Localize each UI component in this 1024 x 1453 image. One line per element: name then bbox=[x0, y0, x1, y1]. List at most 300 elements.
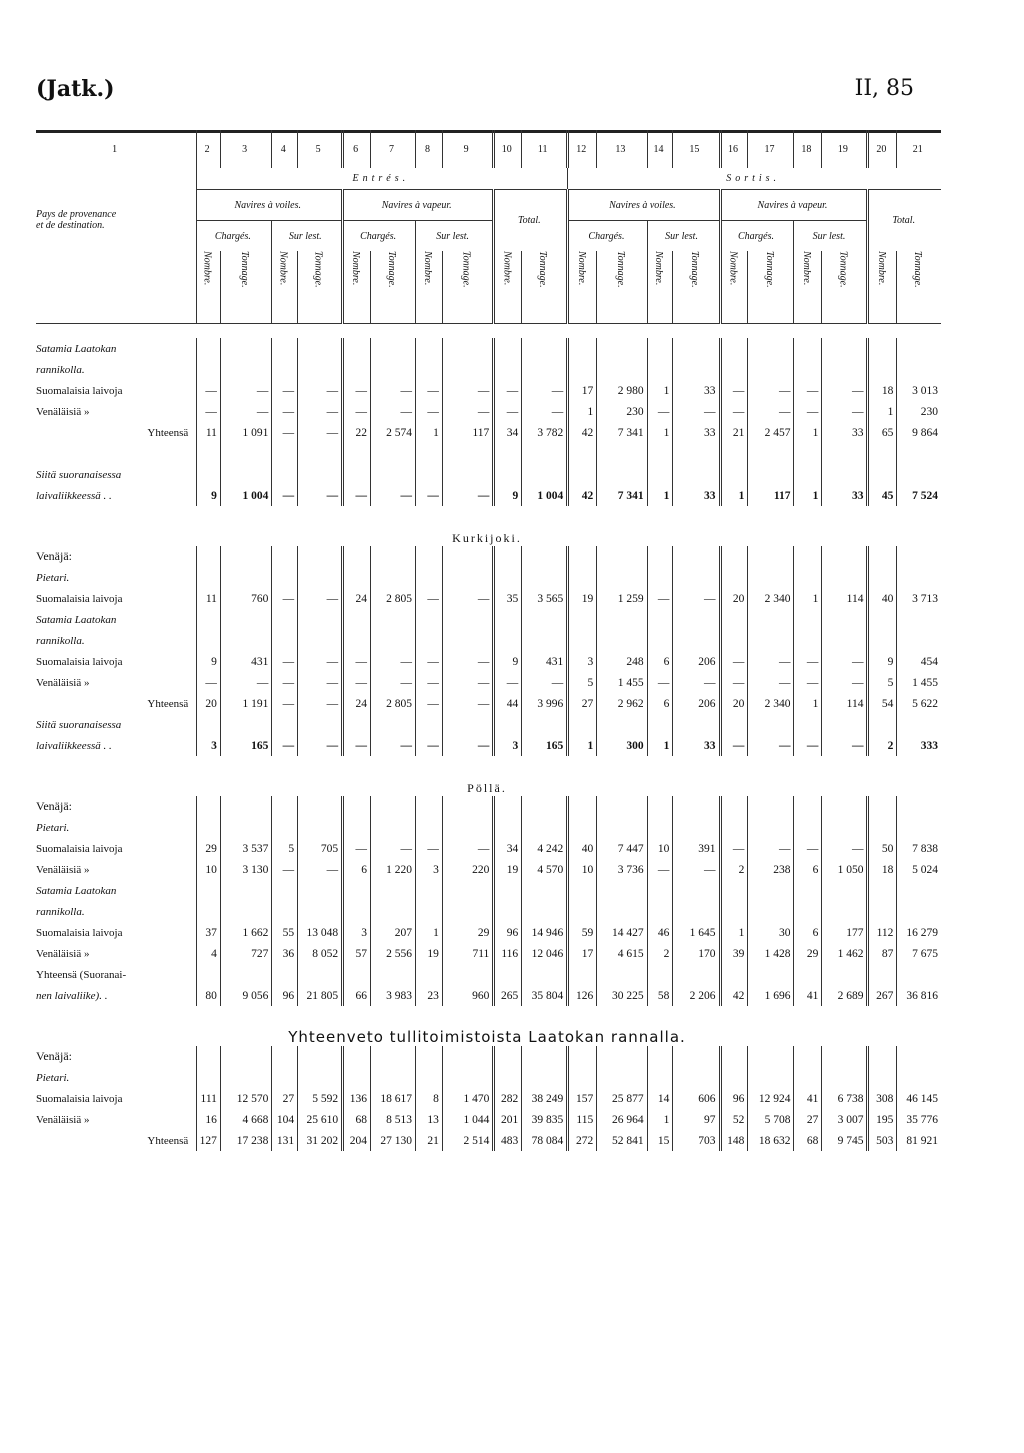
column-number-row bbox=[36, 130, 941, 168]
table-cell bbox=[442, 964, 493, 985]
table-cell bbox=[897, 901, 941, 922]
table-cell: 42 bbox=[568, 422, 597, 443]
table-cell: 126 bbox=[568, 985, 597, 1006]
table-cell: 705 bbox=[298, 838, 343, 859]
direction-row bbox=[36, 168, 941, 190]
table-cell: — bbox=[343, 651, 371, 672]
table-cell: — bbox=[298, 588, 343, 609]
table-cell: 14 bbox=[647, 1088, 673, 1109]
table-cell: 36 bbox=[272, 943, 298, 964]
table-cell bbox=[748, 567, 794, 588]
table-cell: 165 bbox=[220, 735, 271, 756]
table-cell: 431 bbox=[220, 651, 271, 672]
table-cell: 503 bbox=[868, 1130, 897, 1151]
table-cell bbox=[673, 546, 720, 567]
entres-total-heading: Total. bbox=[494, 190, 568, 252]
table-cell bbox=[272, 714, 298, 735]
table-cell bbox=[272, 1067, 298, 1088]
table-cell bbox=[720, 1046, 748, 1067]
table-cell: 2 457 bbox=[748, 422, 794, 443]
table-cell bbox=[897, 464, 941, 485]
table-cell bbox=[794, 817, 822, 838]
table-cell bbox=[371, 817, 416, 838]
table-cell bbox=[272, 1046, 298, 1067]
table-cell: — bbox=[298, 401, 343, 422]
table-cell bbox=[298, 964, 343, 985]
table-cell bbox=[647, 567, 673, 588]
table-cell bbox=[568, 714, 597, 735]
table-cell bbox=[197, 464, 221, 485]
table-cell: 1 696 bbox=[748, 985, 794, 1006]
table-cell bbox=[897, 567, 941, 588]
table-cell: 1 259 bbox=[597, 588, 647, 609]
table-cell bbox=[494, 1067, 522, 1088]
table-cell: 55 bbox=[272, 922, 298, 943]
column-number: 8 bbox=[416, 130, 443, 168]
table-cell bbox=[748, 817, 794, 838]
table-cell: — bbox=[416, 693, 443, 714]
table-cell: — bbox=[794, 380, 822, 401]
table-cell: 41 bbox=[794, 985, 822, 1006]
table-cell: 96 bbox=[720, 1088, 748, 1109]
table-cell: — bbox=[794, 651, 822, 672]
table-cell: — bbox=[673, 401, 720, 422]
section-title-row bbox=[36, 1006, 941, 1046]
nombre-label: Nombre. bbox=[652, 251, 664, 286]
row-label: rannikolla. bbox=[36, 634, 85, 647]
table-cell: — bbox=[647, 588, 673, 609]
sur-lest-heading: Sur lest. bbox=[416, 221, 494, 252]
table-cell: 5 708 bbox=[748, 1109, 794, 1130]
table-cell bbox=[522, 1067, 568, 1088]
table-cell bbox=[298, 901, 343, 922]
table-cell: 4 615 bbox=[597, 943, 647, 964]
table-cell: 3 bbox=[568, 651, 597, 672]
section-title: Kurkijoki. bbox=[452, 531, 522, 545]
table-cell: — bbox=[522, 672, 568, 693]
table-cell: 204 bbox=[343, 1130, 371, 1151]
table-cell bbox=[371, 880, 416, 901]
table-cell: 2 514 bbox=[442, 1130, 493, 1151]
table-cell bbox=[494, 630, 522, 651]
table-cell bbox=[568, 1067, 597, 1088]
table-cell: — bbox=[416, 838, 443, 859]
column-number: 20 bbox=[868, 130, 897, 168]
table-cell bbox=[822, 464, 868, 485]
table-cell bbox=[794, 630, 822, 651]
table-cell bbox=[272, 464, 298, 485]
table-cell bbox=[597, 817, 647, 838]
table-cell: — bbox=[197, 380, 221, 401]
table-cell bbox=[720, 880, 748, 901]
table-cell: 19 bbox=[568, 588, 597, 609]
table-cell: 170 bbox=[673, 943, 720, 964]
table-cell bbox=[748, 1067, 794, 1088]
table-cell bbox=[494, 714, 522, 735]
table-cell bbox=[794, 338, 822, 359]
table-cell bbox=[197, 880, 221, 901]
table-cell: 7 447 bbox=[597, 838, 647, 859]
table-cell bbox=[568, 630, 597, 651]
table-cell: — bbox=[720, 838, 748, 859]
entres-sail-heading: Navires à voiles. bbox=[197, 190, 343, 221]
table-cell: 33 bbox=[673, 485, 720, 506]
table-cell bbox=[272, 338, 298, 359]
table-cell: 1 462 bbox=[822, 943, 868, 964]
table-cell bbox=[197, 796, 221, 817]
table-cell bbox=[868, 796, 897, 817]
section-title: Pöllä. bbox=[467, 781, 507, 795]
row-label: Pietari. bbox=[36, 571, 70, 584]
table-cell bbox=[197, 609, 221, 630]
table-cell: 34 bbox=[494, 838, 522, 859]
table-cell bbox=[220, 464, 271, 485]
table-cell bbox=[822, 964, 868, 985]
table-cell: — bbox=[822, 735, 868, 756]
table-cell: 195 bbox=[868, 1109, 897, 1130]
table-cell bbox=[272, 359, 298, 380]
table-cell bbox=[416, 796, 443, 817]
table-cell bbox=[647, 546, 673, 567]
table-cell: 6 bbox=[647, 651, 673, 672]
table-cell bbox=[673, 464, 720, 485]
row-label: Suomalaisia laivoja bbox=[36, 842, 123, 855]
table-cell bbox=[647, 1067, 673, 1088]
table-cell: — bbox=[298, 651, 343, 672]
table-cell: 9 864 bbox=[897, 422, 941, 443]
table-cell: — bbox=[343, 485, 371, 506]
table-cell bbox=[897, 796, 941, 817]
section-title: Yhteenveto tullitoimistoista Laatokan rannalla. bbox=[288, 1028, 686, 1046]
table-cell: 57 bbox=[343, 943, 371, 964]
table-cell bbox=[371, 1067, 416, 1088]
table-cell bbox=[494, 901, 522, 922]
table-cell: 37 bbox=[197, 922, 221, 943]
table-cell: — bbox=[272, 651, 298, 672]
table-cell: 3 782 bbox=[522, 422, 568, 443]
nombre-heading bbox=[868, 251, 897, 324]
table-cell: 36 816 bbox=[897, 985, 941, 1006]
table-cell bbox=[720, 1067, 748, 1088]
table-row bbox=[36, 880, 941, 901]
table-cell bbox=[371, 964, 416, 985]
table-cell: 220 bbox=[442, 859, 493, 880]
table-cell bbox=[720, 630, 748, 651]
nombre-label: Nombre. bbox=[201, 251, 213, 286]
table-cell: 7 524 bbox=[897, 485, 941, 506]
table-cell: 703 bbox=[673, 1130, 720, 1151]
nombre-heading bbox=[416, 251, 443, 324]
table-cell bbox=[442, 609, 493, 630]
table-cell: 10 bbox=[197, 859, 221, 880]
table-cell bbox=[197, 567, 221, 588]
table-cell bbox=[673, 630, 720, 651]
table-cell bbox=[868, 1067, 897, 1088]
table-cell: — bbox=[494, 380, 522, 401]
table-cell bbox=[597, 464, 647, 485]
table-cell: — bbox=[298, 485, 343, 506]
table-cell: 230 bbox=[897, 401, 941, 422]
table-cell: 52 841 bbox=[597, 1130, 647, 1151]
table-cell bbox=[748, 901, 794, 922]
table-cell: — bbox=[272, 422, 298, 443]
table-cell bbox=[720, 464, 748, 485]
spacer bbox=[36, 168, 197, 190]
table-cell: 21 bbox=[720, 422, 748, 443]
table-cell: 117 bbox=[748, 485, 794, 506]
table-cell bbox=[868, 714, 897, 735]
table-cell bbox=[197, 359, 221, 380]
table-cell bbox=[522, 964, 568, 985]
table-row bbox=[36, 359, 941, 380]
row-label: Yhteensä (Suoranai- bbox=[36, 968, 127, 981]
table-cell bbox=[822, 1067, 868, 1088]
table-cell bbox=[371, 714, 416, 735]
table-cell: — bbox=[298, 859, 343, 880]
table-cell: — bbox=[794, 735, 822, 756]
table-cell bbox=[442, 1046, 493, 1067]
table-cell bbox=[494, 609, 522, 630]
table-cell: 2 340 bbox=[748, 693, 794, 714]
table-cell bbox=[868, 546, 897, 567]
table-cell: 27 bbox=[794, 1109, 822, 1130]
table-cell bbox=[371, 901, 416, 922]
table-row bbox=[36, 380, 941, 401]
table-cell: 727 bbox=[220, 943, 271, 964]
table-cell bbox=[673, 964, 720, 985]
table-cell bbox=[220, 609, 271, 630]
table-cell bbox=[494, 338, 522, 359]
table-cell bbox=[272, 901, 298, 922]
table-cell bbox=[522, 359, 568, 380]
table-cell bbox=[897, 817, 941, 838]
table-cell bbox=[720, 338, 748, 359]
table-cell bbox=[748, 443, 794, 464]
table-cell: 3 983 bbox=[371, 985, 416, 1006]
table-cell: — bbox=[416, 588, 443, 609]
table-cell bbox=[720, 443, 748, 464]
table-cell: 1 bbox=[647, 1109, 673, 1130]
table-cell bbox=[673, 817, 720, 838]
table-cell bbox=[220, 1046, 271, 1067]
table-cell: 206 bbox=[673, 693, 720, 714]
nombre-heading bbox=[272, 251, 298, 324]
table-cell bbox=[897, 1046, 941, 1067]
table-cell: 16 bbox=[197, 1109, 221, 1130]
table-cell bbox=[220, 1067, 271, 1088]
table-cell: 31 202 bbox=[298, 1130, 343, 1151]
table-cell bbox=[822, 338, 868, 359]
table-cell bbox=[442, 901, 493, 922]
table-cell: 20 bbox=[197, 693, 221, 714]
row-label bbox=[36, 443, 197, 464]
table-cell: 25 877 bbox=[597, 1088, 647, 1109]
table-cell: 30 225 bbox=[597, 985, 647, 1006]
table-cell bbox=[442, 796, 493, 817]
column-number: 18 bbox=[794, 130, 822, 168]
table-row bbox=[36, 630, 941, 651]
origin-label-line1: Pays de provenance bbox=[36, 209, 117, 221]
row-label: Siitä suoranaisessa bbox=[36, 468, 122, 481]
table-cell bbox=[673, 1046, 720, 1067]
table-cell: — bbox=[220, 380, 271, 401]
sur-lest-heading: Sur lest. bbox=[794, 221, 868, 252]
table-cell bbox=[522, 464, 568, 485]
table-cell: — bbox=[416, 401, 443, 422]
table-cell: 1 bbox=[647, 380, 673, 401]
table-cell bbox=[197, 338, 221, 359]
nombre-heading bbox=[568, 251, 597, 324]
column-number: 5 bbox=[298, 130, 343, 168]
table-cell: 87 bbox=[868, 943, 897, 964]
table-cell: — bbox=[748, 735, 794, 756]
table-cell: 112 bbox=[868, 922, 897, 943]
table-cell: 454 bbox=[897, 651, 941, 672]
table-cell bbox=[298, 464, 343, 485]
table-cell: 2 805 bbox=[371, 588, 416, 609]
table-cell: 7 675 bbox=[897, 943, 941, 964]
nombre-label: Nombre. bbox=[575, 251, 587, 286]
table-cell: 7 341 bbox=[597, 485, 647, 506]
table-cell: 17 bbox=[568, 943, 597, 964]
table-cell: 13 048 bbox=[298, 922, 343, 943]
table-cell bbox=[220, 880, 271, 901]
table-cell: 27 bbox=[568, 693, 597, 714]
tonnage-heading bbox=[371, 251, 416, 324]
table-cell: — bbox=[272, 859, 298, 880]
table-cell: 2 340 bbox=[748, 588, 794, 609]
table-cell: 1 bbox=[794, 588, 822, 609]
sortis-total-heading: Total. bbox=[868, 190, 941, 252]
table-cell bbox=[868, 338, 897, 359]
table-cell: 207 bbox=[371, 922, 416, 943]
table-cell: 3 bbox=[343, 922, 371, 943]
nombre-heading bbox=[720, 251, 748, 324]
table-cell bbox=[272, 964, 298, 985]
table-cell bbox=[647, 443, 673, 464]
table-cell bbox=[220, 964, 271, 985]
tonnage-label: Tonnage. bbox=[460, 251, 472, 288]
column-number: 9 bbox=[442, 130, 493, 168]
table-cell: 35 804 bbox=[522, 985, 568, 1006]
table-cell: 1 bbox=[868, 401, 897, 422]
table-cell: 22 bbox=[343, 422, 371, 443]
row-label: Venäjä: bbox=[36, 549, 72, 563]
table-cell bbox=[897, 630, 941, 651]
table-cell: 201 bbox=[494, 1109, 522, 1130]
table-cell bbox=[197, 1046, 221, 1067]
table-cell: 333 bbox=[897, 735, 941, 756]
table-cell: 2 bbox=[720, 859, 748, 880]
table-cell bbox=[748, 796, 794, 817]
origin-label bbox=[36, 190, 197, 252]
table-cell: — bbox=[794, 672, 822, 693]
nombre-heading bbox=[343, 251, 371, 324]
table-cell bbox=[794, 359, 822, 380]
table-row bbox=[36, 422, 941, 443]
origin-label-line2: et de destination. bbox=[36, 220, 105, 232]
table-cell: 11 bbox=[197, 422, 221, 443]
table-cell bbox=[597, 567, 647, 588]
table-cell bbox=[416, 964, 443, 985]
table-cell: 2 962 bbox=[597, 693, 647, 714]
table-cell: 11 bbox=[197, 588, 221, 609]
table-cell: — bbox=[371, 735, 416, 756]
table-cell: — bbox=[720, 651, 748, 672]
table-cell: 4 242 bbox=[522, 838, 568, 859]
table-cell: 25 610 bbox=[298, 1109, 343, 1130]
table-cell bbox=[822, 817, 868, 838]
table-cell: — bbox=[371, 380, 416, 401]
table-cell bbox=[868, 609, 897, 630]
charges-heading: Chargés. bbox=[568, 221, 647, 252]
table-cell bbox=[720, 901, 748, 922]
column-number: 3 bbox=[220, 130, 271, 168]
tonnage-heading bbox=[897, 251, 941, 324]
table-row bbox=[36, 485, 941, 506]
table-cell: 131 bbox=[272, 1130, 298, 1151]
table-cell: 157 bbox=[568, 1088, 597, 1109]
table-cell: 4 bbox=[197, 943, 221, 964]
table-cell: — bbox=[522, 380, 568, 401]
column-number: 2 bbox=[197, 130, 221, 168]
ship-type-row bbox=[36, 190, 941, 221]
table-cell bbox=[822, 546, 868, 567]
table-cell bbox=[673, 901, 720, 922]
table-cell bbox=[568, 567, 597, 588]
tonnage-label: Tonnage. bbox=[312, 251, 324, 288]
table-cell bbox=[522, 714, 568, 735]
tonnage-heading bbox=[673, 251, 720, 324]
table-cell: 3 996 bbox=[522, 693, 568, 714]
table-cell bbox=[522, 546, 568, 567]
table-cell bbox=[794, 546, 822, 567]
table-cell bbox=[748, 964, 794, 985]
table-cell bbox=[298, 359, 343, 380]
table-cell: 40 bbox=[868, 588, 897, 609]
table-cell bbox=[220, 817, 271, 838]
table-cell bbox=[673, 796, 720, 817]
table-cell bbox=[794, 714, 822, 735]
table-cell: — bbox=[272, 380, 298, 401]
table-cell: 1 bbox=[720, 922, 748, 943]
row-label: Suomalaisia laivoja bbox=[36, 592, 123, 605]
table-row bbox=[36, 964, 941, 985]
table-cell: 8 052 bbox=[298, 943, 343, 964]
table-cell: 1 191 bbox=[220, 693, 271, 714]
table-cell: — bbox=[748, 838, 794, 859]
tonnage-heading bbox=[220, 251, 271, 324]
table-cell: 23 bbox=[416, 985, 443, 1006]
table-cell: — bbox=[794, 401, 822, 422]
table-cell bbox=[220, 901, 271, 922]
table-cell: 42 bbox=[720, 985, 748, 1006]
table-cell bbox=[568, 901, 597, 922]
column-number: 10 bbox=[494, 130, 522, 168]
table-cell bbox=[794, 964, 822, 985]
table-cell bbox=[197, 630, 221, 651]
table-row bbox=[36, 1046, 941, 1067]
table-cell bbox=[343, 1046, 371, 1067]
table-cell: — bbox=[822, 401, 868, 422]
table-cell: 6 bbox=[647, 693, 673, 714]
row-label: Suomalaisia laivoja bbox=[36, 655, 123, 668]
table-cell bbox=[416, 1046, 443, 1067]
table-cell bbox=[371, 1046, 416, 1067]
table-cell bbox=[647, 1046, 673, 1067]
table-cell bbox=[298, 630, 343, 651]
table-cell bbox=[371, 359, 416, 380]
